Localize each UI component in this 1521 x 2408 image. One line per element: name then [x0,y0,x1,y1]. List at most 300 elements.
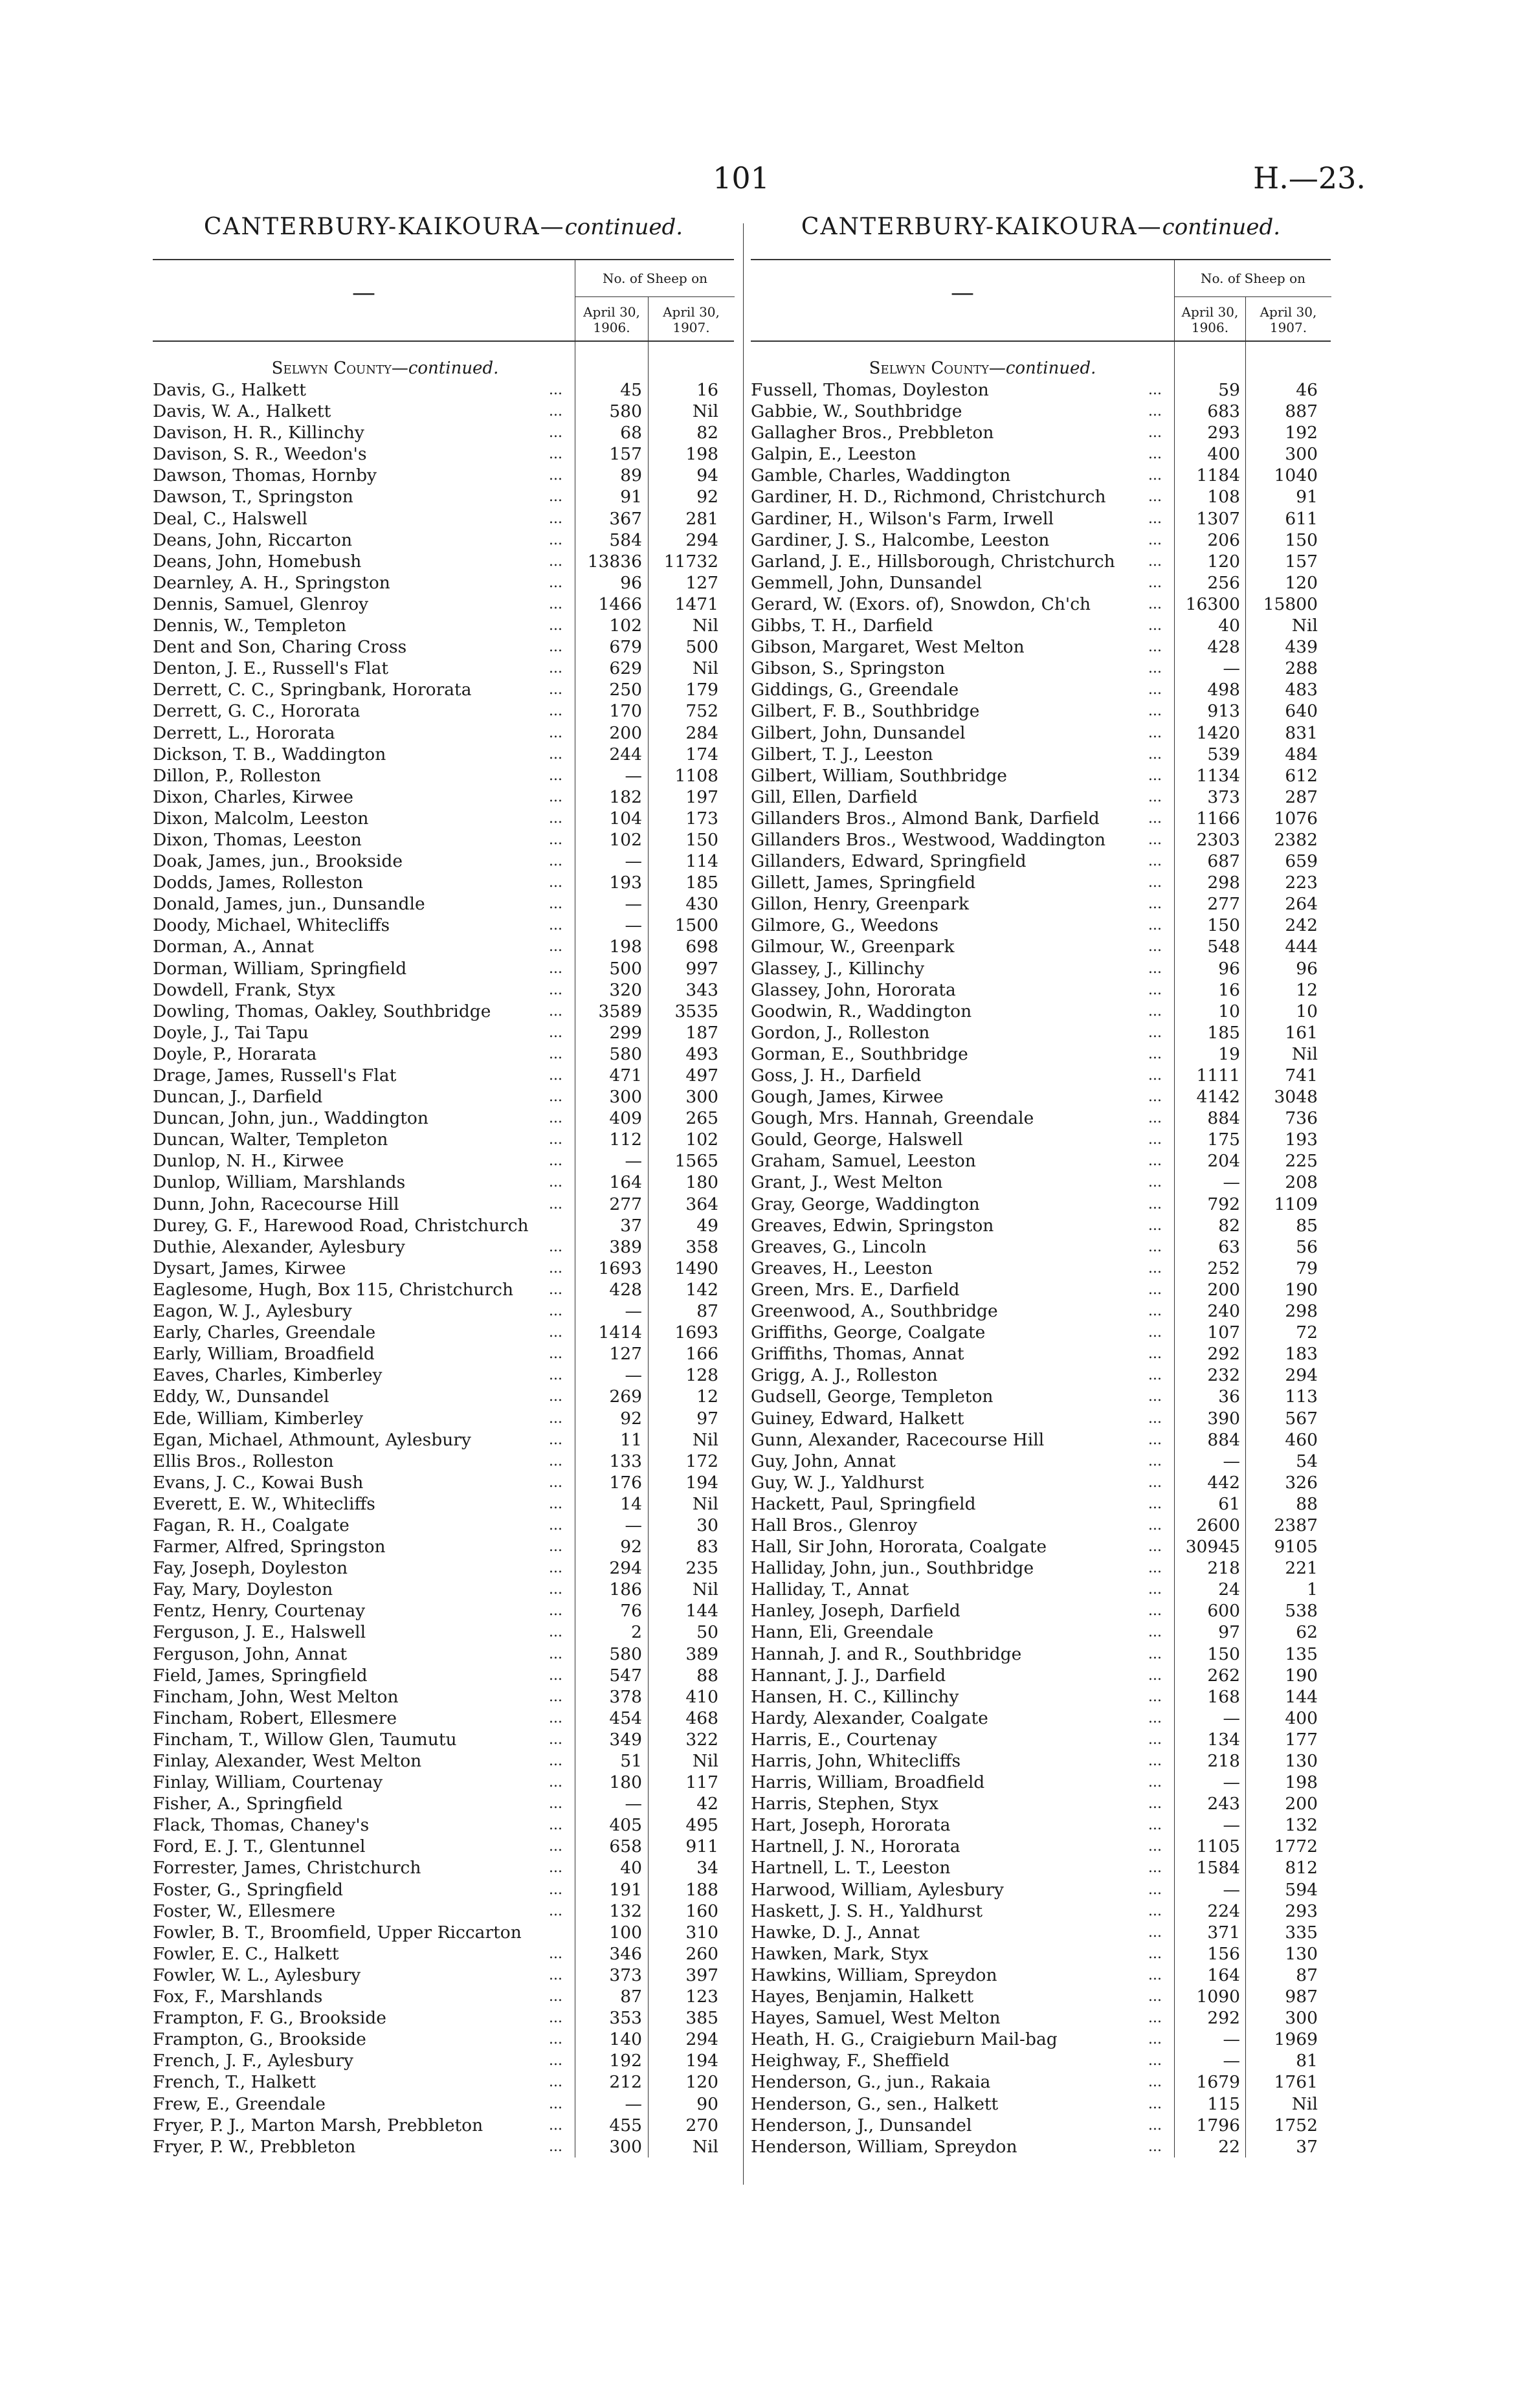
sheep-1907: 270 [685,2115,718,2135]
owner-name: Henderson, William, Spreydon [751,2136,1017,2157]
sheep-1906: 224 [1207,1901,1240,1921]
left-county-continued: continued. [408,359,499,378]
owner-name: Davis, W. A., Halkett [153,401,331,422]
owner-name: Hawkins, William, Spreydon [751,1965,997,1985]
sheep-1907: 410 [685,1686,718,1707]
owner-name: Gilmore, G., Weedons [751,915,938,936]
sheep-1906: 11 [620,1429,642,1450]
table-row [153,765,734,786]
leader-dots: ... [549,810,562,827]
table-row [751,530,1331,551]
sheep-1907: 1490 [674,1258,718,1278]
table-row [751,829,1331,851]
sheep-1907: 200 [1285,1794,1318,1814]
owner-name: Gilbert, F. B., Southbridge [751,701,980,722]
right-heading [751,214,1331,259]
table-row [153,1836,734,1857]
sheep-1906: 92 [620,1408,642,1429]
owner-name: Ferguson, J. E., Halswell [153,1622,366,1643]
owner-name: Dixon, Malcolm, Leeston [153,808,369,829]
table-row [751,1365,1331,1386]
sheep-1906: 193 [609,873,642,893]
table-row [153,2007,734,2029]
sheep-1906: 442 [1207,1472,1240,1493]
table-row [153,1879,734,1901]
leader-dots: ... [1148,489,1162,506]
table-row [153,551,734,572]
table-row [153,786,734,808]
table-row [153,1451,734,1472]
leader-dots: ... [1148,2010,1162,2027]
sheep-1907: 161 [1285,1022,1318,1043]
sheep-1907: 34 [696,1858,718,1878]
leader-dots: ... [1148,1796,1162,1812]
table-row [153,1065,734,1086]
table-row [153,1901,734,1922]
table-row [153,1408,734,1429]
table-row [153,893,734,915]
sheep-1907: 150 [1285,530,1318,550]
sheep-1906: 792 [1207,1194,1240,1214]
owner-name: Guy, W. J., Yaldhurst [751,1472,924,1493]
leader-dots: ... [1148,2117,1162,2134]
owner-name: Derrett, G. C., Hororata [153,701,361,722]
sheep-1906: 1420 [1196,722,1240,743]
leader-dots: ... [1148,1453,1162,1469]
sheep-1906: 294 [609,1558,642,1579]
table-row [153,1622,734,1643]
leader-dots: ... [1148,1346,1162,1363]
owner-name: Gillett, James, Springfield [751,873,976,893]
sheep-1906: 2303 [1196,829,1240,850]
sheep-1906: 400 [1207,444,1240,465]
sheep-1907: 242 [1285,915,1318,936]
table-row [153,1965,734,1986]
table-row [153,1343,734,1365]
sheep-1907: 294 [685,530,718,550]
owner-name: Halliday, John, jun., Southbridge [751,1558,1034,1579]
sheep-1907: 85 [1296,1215,1318,1236]
leader-dots: ... [1148,1474,1162,1491]
table-row [153,508,734,530]
sheep-1907: 736 [1285,1108,1318,1129]
table-row [751,2115,1331,2136]
sheep-1906: 1105 [1196,1836,1240,1857]
owner-name: Fowler, B. T., Broomfield, Upper Riccarton [153,1922,522,1943]
leader-dots: ... [549,425,562,441]
table-row [153,443,734,465]
right-header-dash: — [951,280,974,306]
sheep-1907: 50 [696,1622,718,1643]
sheep-1907: 130 [1285,1943,1318,1964]
sheep-1907: 157 [1285,551,1318,572]
owner-name: Fowler, W. L., Aylesbury [153,1965,361,1985]
table-row [153,1472,734,1493]
sheep-1907: 293 [1285,1901,1318,1921]
table-row [751,2050,1331,2071]
table-row [751,679,1331,700]
owner-name: Gilbert, T. J., Leeston [751,744,933,764]
owner-name: Duncan, J., Darfield [153,1087,323,1108]
leader-dots: ... [549,489,562,506]
sheep-1906: 1166 [1196,808,1240,829]
owner-name: Henderson, G., jun., Rakaia [751,2072,991,2093]
sheep-1907: 188 [685,1879,718,1900]
right-col1-header: April 30, 1906. [1174,296,1245,340]
sheep-1906: 409 [609,1108,642,1129]
sheep-1907: 225 [1285,1151,1318,1172]
owner-name: Gibbs, T. H., Darfield [751,616,933,636]
sheep-1906: 176 [609,1472,642,1493]
sheep-1906: — [1223,1708,1240,1728]
sheep-1907: 444 [1285,937,1318,957]
sheep-1907: 144 [1285,1686,1318,1707]
sheep-1906: 175 [1207,1130,1240,1150]
leader-dots: ... [549,1838,562,1855]
leader-dots: ... [1148,2074,1162,2091]
sheep-1907: 94 [696,465,718,486]
leader-dots: ... [549,382,562,398]
leader-dots: ... [1148,1089,1162,1106]
owner-name: Hall, Sir John, Hororata, Coalgate [751,1537,1047,1557]
leader-dots: ... [1148,1045,1162,1062]
table-row [751,765,1331,786]
sheep-1906: 428 [1207,637,1240,658]
sheep-1907: 16 [696,380,718,400]
owner-name: Hayes, Samuel, West Melton [751,2008,1001,2029]
sheep-1907: 172 [685,1451,718,1471]
owner-name: Dunlop, N. H., Kirwee [153,1151,344,1172]
owner-name: Gerard, W. (Exors. of), Snowdon, Ch'ch [751,594,1091,614]
left-heading [153,214,734,259]
table-row [153,1750,734,1772]
table-row [153,422,734,443]
sheep-1907: 88 [1296,1493,1318,1514]
left-heading-main: CANTERBURY-KAIKOURA— [203,214,565,240]
sheep-1907: 1108 [674,765,718,786]
owner-name: Ferguson, John, Annat [153,1644,348,1664]
owner-name: Dennis, W., Templeton [153,616,347,636]
table-row [153,1793,734,1814]
owner-name: Durey, G. F., Harewood Road, Christchurch [153,1215,529,1236]
right-table-header [751,259,1331,342]
sheep-1907: 223 [1285,873,1318,893]
owner-name: Gray, George, Waddington [751,1194,980,1214]
sheep-1906: 250 [609,680,642,700]
owner-name: Frew, E., Greendale [153,2093,326,2114]
sheep-1906: 191 [609,1879,642,1900]
owner-name: Gillanders Bros., Almond Bank, Darfield [751,808,1100,829]
table-row [751,1836,1331,1857]
owner-name: Hardy, Alexander, Coalgate [751,1708,988,1728]
sheep-1907: 56 [1296,1236,1318,1257]
owner-name: Flack, Thomas, Chaney's [153,1815,370,1836]
leader-dots: ... [549,1132,562,1148]
sheep-1906: 292 [1207,1344,1240,1365]
sheep-1906: 4142 [1196,1087,1240,1108]
owner-name: Galpin, E., Leeston [751,444,916,465]
table-row [153,1043,734,1065]
sheep-1907: 1565 [674,1151,718,1172]
leader-dots: ... [1148,1838,1162,1855]
sheep-1906: 371 [1207,1922,1240,1943]
sheep-1907: 90 [696,2093,718,2114]
sheep-1906: 498 [1207,680,1240,700]
table-row [153,851,734,872]
leader-dots: ... [549,1881,562,1898]
owner-name: Halliday, T., Annat [751,1579,909,1600]
table-row [153,1600,734,1622]
table-row [153,1772,734,1793]
table-row [751,1408,1331,1429]
owner-name: Gunn, Alexander, Racecourse Hill [751,1429,1045,1450]
table-row [153,1300,734,1322]
sheep-1907: 741 [1285,1065,1318,1086]
leader-dots: ... [1148,1153,1162,1170]
owner-name: Eagon, W. J., Aylesbury [153,1301,352,1322]
sheep-1906: 629 [609,658,642,679]
leader-dots: ... [549,2074,562,2091]
sheep-1906: 13836 [587,551,642,572]
sheep-1906: 580 [609,401,642,422]
sheep-1906: 89 [620,465,642,486]
table-row [153,1386,734,1407]
sheep-1906: 244 [609,744,642,764]
sheep-1906: — [625,765,642,786]
sheep-1907: 460 [1285,1429,1318,1450]
sheep-1906: 132 [609,1901,642,1921]
sheep-1907: 300 [1285,2008,1318,2029]
sheep-1906: 1466 [598,594,642,614]
sheep-1906: 192 [609,2051,642,2071]
leader-dots: ... [1148,1303,1162,1320]
owner-name: Farmer, Alfred, Springston [153,1537,386,1557]
table-row [751,722,1331,744]
table-row [751,465,1331,486]
sheep-1906: 3589 [598,1001,642,1021]
sheep-1907: 194 [685,1472,718,1493]
leader-dots: ... [1148,403,1162,420]
leader-dots: ... [549,1089,562,1106]
sheep-1907: 326 [1285,1472,1318,1493]
sheep-1907: 1109 [1274,1194,1318,1214]
left-county-heading [153,357,734,379]
sheep-1907: 72 [1296,1322,1318,1343]
leader-dots: ... [1148,1731,1162,1748]
sheep-1906: 277 [609,1194,642,1214]
sheep-1907: 117 [685,1772,718,1793]
table-row [751,851,1331,872]
owner-name: Harris, E., Courtenay [751,1729,937,1750]
sheep-1906: 16 [1218,979,1240,1000]
sheep-1907: 190 [1285,1665,1318,1686]
leader-dots: ... [549,1196,562,1212]
table-row [153,744,734,765]
sheep-1906: 1134 [1196,765,1240,786]
table-row [751,1965,1331,1986]
sheep-1906: — [1223,1172,1240,1193]
owner-name: Dent and Son, Charing Cross [153,637,407,658]
sheep-1907: 997 [685,958,718,979]
leader-dots: ... [549,1260,562,1276]
leader-dots: ... [1148,767,1162,784]
leader-dots: ... [549,1645,562,1662]
table-row [751,1901,1331,1922]
sheep-1907: 46 [1296,380,1318,400]
table-row [751,551,1331,572]
sheep-1906: — [1223,1772,1240,1793]
table-row [751,379,1331,401]
table-row [153,979,734,1001]
owner-name: Grant, J., West Melton [751,1172,943,1193]
leader-dots: ... [1148,1624,1162,1641]
sheep-1907: 15800 [1263,594,1318,614]
table-row [153,1922,734,1943]
sheep-1907: 385 [685,2008,718,2029]
owner-name: Gamble, Charles, Waddington [751,465,1011,486]
leader-dots: ... [549,1238,562,1255]
leader-dots: ... [1148,1217,1162,1234]
table-row [751,1322,1331,1343]
table-row [751,1600,1331,1622]
owner-name: Harwood, William, Aylesbury [751,1879,1004,1900]
document-reference: H.—23. [1253,161,1366,195]
left-county-name: Selwyn County— [271,359,408,378]
table-row [751,1750,1331,1772]
table-row [153,1086,734,1108]
sheep-1906: 1111 [1196,1065,1240,1086]
owner-name: Greaves, H., Leeston [751,1258,933,1278]
sheep-1906: 1679 [1196,2072,1240,2093]
sheep-1907: 430 [685,894,718,915]
sheep-1906: 212 [609,2072,642,2093]
leader-dots: ... [549,682,562,698]
leader-dots: ... [1148,1388,1162,1405]
leader-dots: ... [1148,1710,1162,1726]
sheep-1906: 127 [609,1344,642,1365]
table-row [153,1536,734,1557]
leader-dots: ... [1148,1603,1162,1620]
sheep-1907: 187 [685,1022,718,1043]
owner-name: Gough, Mrs. Hannah, Greendale [751,1108,1034,1129]
leader-dots: ... [1148,425,1162,441]
sheep-1907: 177 [1285,1729,1318,1750]
table-row [751,636,1331,658]
leader-dots: ... [549,1303,562,1320]
table-row [751,979,1331,1001]
sheep-1907: 221 [1285,1558,1318,1579]
table-row [153,1644,734,1665]
sheep-1907: 12 [696,1387,718,1407]
sheep-1907: 493 [685,1043,718,1064]
sheep-1907: 198 [1285,1772,1318,1793]
sheep-1906: 40 [1218,616,1240,636]
leader-dots: ... [1148,1753,1162,1769]
table-row [153,936,734,957]
leader-dots: ... [549,1045,562,1062]
leader-dots: ... [549,446,562,463]
sheep-1906: 679 [609,637,642,658]
leader-dots: ... [549,788,562,805]
sheep-1907: 310 [685,1922,718,1943]
sheep-1907: 1752 [1274,2115,1318,2135]
sheep-1907: 3535 [674,1001,718,1021]
sheep-1907: 113 [1285,1387,1318,1407]
table-row [751,2007,1331,2029]
owner-name: Dowdell, Frank, Styx [153,979,335,1000]
table-row [153,594,734,615]
leader-dots: ... [1148,1667,1162,1684]
owner-name: Gardiner, H., Wilson's Farm, Irwell [751,508,1054,529]
leader-dots: ... [1148,1581,1162,1598]
table-row [751,1086,1331,1108]
owner-name: Finlay, William, Courtenay [153,1772,383,1793]
sheep-1906: 584 [609,530,642,550]
sheep-1906: 373 [1207,786,1240,807]
sheep-1906: 300 [609,2136,642,2157]
sheep-1907: 500 [685,637,718,658]
sheep-1906: 22 [1218,2136,1240,2157]
leader-dots: ... [549,767,562,784]
right-heading-main: CANTERBURY-KAIKOURA— [801,214,1162,240]
sheep-1906: 185 [1207,1022,1240,1043]
table-row [751,1386,1331,1407]
table-row [751,1129,1331,1150]
leader-dots: ... [549,1539,562,1555]
leader-dots: ... [1148,746,1162,763]
table-row [153,1708,734,1729]
table-row [153,2029,734,2050]
owner-name: Deal, C., Halswell [153,508,307,529]
sheep-1907: 194 [685,2051,718,2071]
leader-dots: ... [1148,896,1162,913]
owner-name: Eddy, W., Dunsandel [153,1387,329,1407]
owner-name: Eaves, Charles, Kimberley [153,1365,383,1386]
sheep-1906: 1693 [598,1258,642,1278]
left-col1-header: April 30, 1906. [575,296,648,340]
sheep-1906: — [1223,2051,1240,2071]
leader-dots: ... [1148,788,1162,805]
table-row [751,936,1331,957]
sheep-1907: 11732 [663,551,718,572]
sheep-1906: 500 [609,958,642,979]
leader-dots: ... [549,1003,562,1020]
sheep-1907: 2382 [1274,829,1318,850]
owner-name: Gilbert, John, Dunsandel [751,722,966,743]
sheep-1906: 96 [1218,958,1240,979]
table-row [751,1772,1331,1793]
leader-dots: ... [1148,1645,1162,1662]
leader-dots: ... [1148,1067,1162,1084]
sheep-1906: 45 [620,380,642,400]
sheep-1906: 269 [609,1387,642,1407]
sheep-1906: 156 [1207,1943,1240,1964]
sheep-1907: 150 [685,829,718,850]
owner-name: Dickson, T. B., Waddington [153,744,386,764]
leader-dots: ... [1148,703,1162,720]
sheep-1906: — [625,915,642,936]
owner-name: Gilbert, William, Southbridge [751,765,1007,786]
owner-name: Dorman, William, Springfield [153,958,407,979]
owner-name: Henderson, J., Dunsandel [751,2115,972,2135]
table-row [153,872,734,893]
owner-name: Glassey, J., Killinchy [751,958,925,979]
table-row [751,1429,1331,1451]
leader-dots: ... [1148,1517,1162,1533]
sheep-1907: Nil [692,1579,718,1600]
owner-name: Gilmour, W., Greenpark [751,937,955,957]
leader-dots: ... [1148,2031,1162,2048]
